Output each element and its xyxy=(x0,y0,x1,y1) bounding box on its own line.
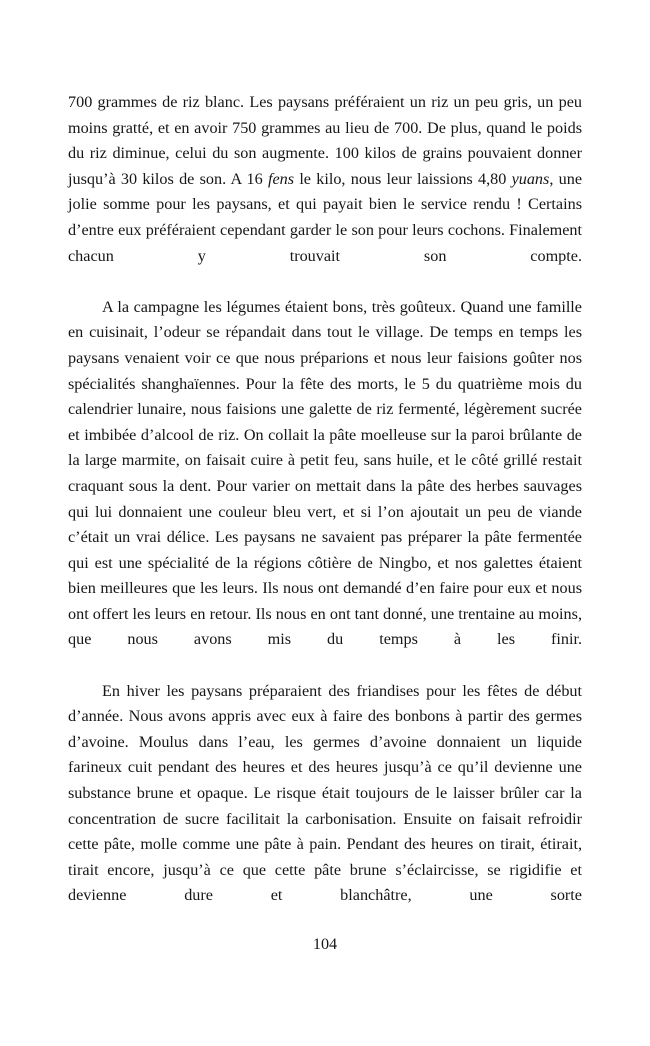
page-body xyxy=(68,90,582,935)
text-run-italic: yuans xyxy=(511,169,550,188)
text-run: le kilo, nous leur laissions 4,80 xyxy=(294,169,512,188)
paragraph-2 xyxy=(68,295,582,679)
text-run-italic: fens xyxy=(267,169,295,188)
text-run: En hiver les paysans préparaient des friandises pour les fêtes de début d’année. Nous avons appris avec eux à faire des bonbons à partir des germes d’avoine. Moulus dans l’eau, les germes d’avoine donnaient un liquide farineux cuit pendant des heures et des heures jusqu’à ce qu’il devienne une substance brune et opaque. Le risque était toujours de le laisser brûler car la concentration de sucre facilitait la carbonisation. Ensuite on faisait refroidir cette pâte, molle comme une pâte à pain. Pendant des heures on tirait, étirait, tirait encore, jusqu’à ce que cette pâte brune s’éclaircisse, se rigidifie et devienne dure et blanchâtre, une sorte xyxy=(68,681,582,905)
page-number: 104 xyxy=(312,934,338,953)
text-run: 700 grammes de riz blanc. Les paysans préféraient un riz un peu gris, un peu moins gratté, et en avoir 750 grammes au lieu de 700. De plus, quand le poids du riz diminue, celui du son augmente. 100 kilos de grains pouvaient donner jusqu’à 30 kilos de son. A 16 xyxy=(68,93,582,188)
paragraph-3 xyxy=(68,679,582,935)
text-run: , une jolie somme pour les paysans, et qui payait bien le service rendu ! Certains d’entre eux préféraient cependant garder le son pour leurs cochons. Finalement chacun y trouvait son compte. xyxy=(68,169,582,265)
text-run: A la campagne les légumes étaient bons, très goûteux. Quand une famille en cuisinait, l’odeur se répandait dans tout le village. De temps en temps les paysans venaient voir ce que nous préparions et nous leur faisions goûter nos spécialités shanghaïennes. Pour la fête des morts, le 5 du quatrième mois du calendrier lunaire, nous faisions une galette de riz fermenté, légèrement sucrée et imbibée d’alcool de riz. On collait la pâte moelleuse sur la paroi brûlante de la large marmite, on faisait cuire à petit feu, sans huile, et le côté grillé restait craquant sous la dent. Pour varier on mettait dans la pâte des herbes sauvages qui lui donnaient une couleur bleu vert, et si l’on ajoutait un peu de viande c’était un vrai délice. Les paysans ne savaient pas préparer la pâte fermentée qui est une spécialité de la régions côtière de Ningbo, et nos galettes étaient bien meilleures que les leurs. Ils nous ont demandé d’en faire pour eux et nous ont offert les leurs en retour. Ils nous en ont tant donné, une trentaine au moins, que nous avons mis du temps à les finir. xyxy=(68,297,582,649)
paragraph-1 xyxy=(68,90,582,295)
